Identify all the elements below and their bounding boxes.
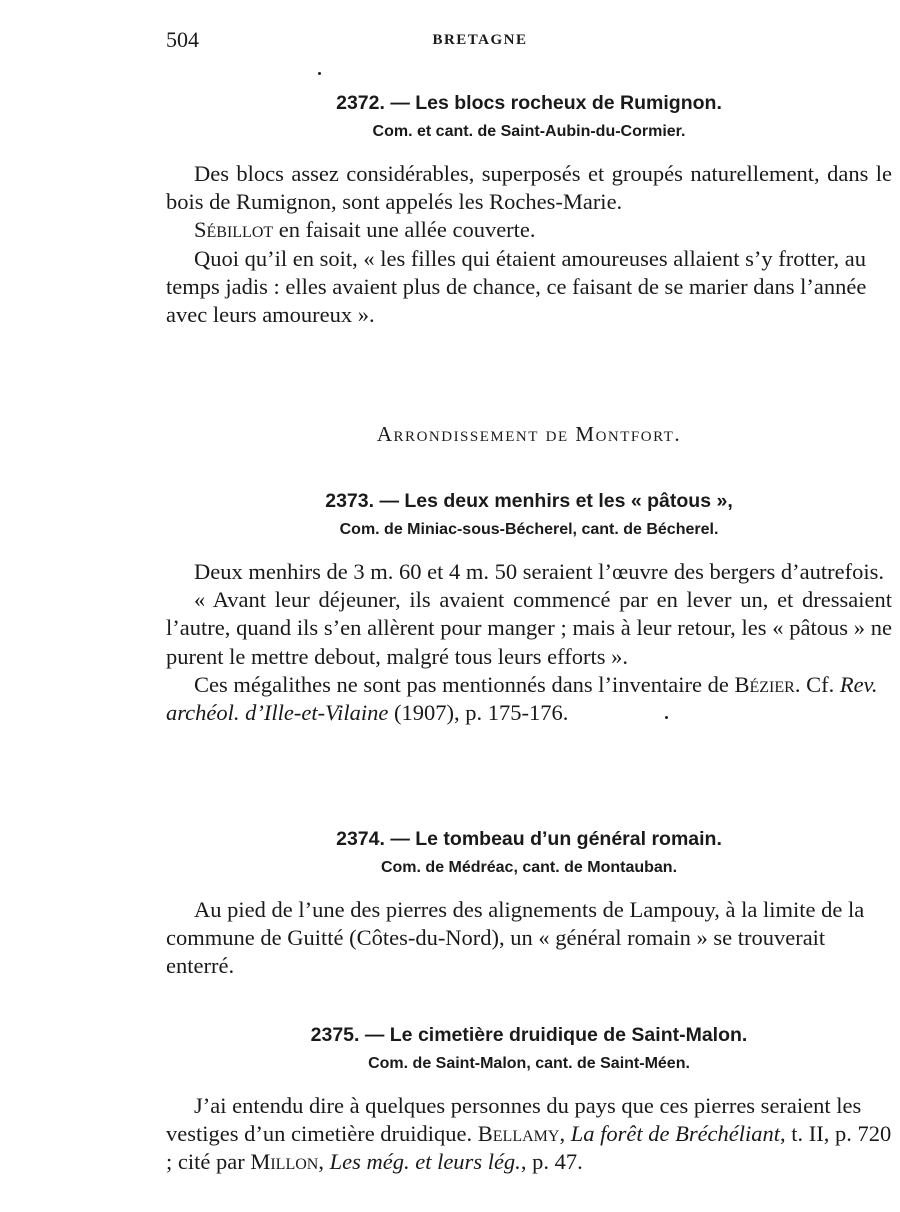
print-speck (318, 72, 321, 75)
entry-2373 (166, 486, 892, 727)
page-number: 504 (166, 27, 199, 52)
entry-location: Com. de Médréac, cant. de Montauban. (380, 859, 678, 876)
text-run: Ces mégalithes ne sont pas mentionnés dans l’inventaire de (194, 671, 735, 697)
text-run: (1907), p. 175-176. (388, 700, 569, 726)
paragraph (166, 671, 892, 727)
text-run: J’ai entendu dire à quelques personnes du pays que ces pierres seraient les vestiges d’un cimetière druidique. (166, 1093, 862, 1147)
paragraph: Au pied de l’une des pierres des alignements de Lampouy, à la limite de la commune de Guitté (Côtes-du-Nord), un « général romain » se trouverait enterré. (166, 897, 865, 979)
text-run: , (318, 1149, 330, 1175)
author-name: Millon (250, 1149, 319, 1175)
entry-title: 2373. — Les deux menhirs et les « pâtous », (325, 490, 733, 512)
entry-title: 2375. — Le cimetière druidique de Saint-Malon. (310, 1024, 748, 1046)
text-run: , t. II, p. 720 ; cité par (166, 1121, 892, 1175)
author-name: Sébillot (194, 217, 274, 243)
text-run: , (559, 1121, 571, 1147)
paragraph: « Avant leur déjeuner, ils avaient commencé par en lever un, et dressaient l’autre, quand ils s’en allèrent pour manger ; mais à leur retour, les « pâtous » ne purent le mettre debout, malgré tous leurs efforts ». (166, 587, 892, 669)
entry-2372 (166, 88, 892, 329)
paragraph (166, 216, 892, 244)
entry-title: 2374. — Le tombeau d’un général romain. (336, 828, 722, 850)
entry-location: Com. de Miniac-sous-Bécherel, cant. de Bécherel. (339, 521, 719, 538)
entry-2374 (166, 824, 892, 981)
paragraph: Quoi qu’il en soit, « les filles qui étaient amoureuses allaient s’y frotter, au temps jadis : elles avaient plus de chance, ce faisant de se marier dans l’année avec leurs amoureux ». (166, 245, 867, 328)
paragraph (166, 1092, 892, 1177)
running-title: BRETAGNE (432, 32, 528, 48)
entry-title: 2372. — Les blocs rocheux de Rumignon. (336, 92, 722, 114)
entry-2375 (166, 1020, 892, 1177)
entry-location: Com. de Saint-Malon, cant. de Saint-Méen. (368, 1055, 690, 1072)
journal-title: Rev. archéol. d’Ille-et-Vilaine (166, 671, 878, 726)
author-name: Bézier (734, 671, 795, 697)
book-title: Les még. et leurs lég. (329, 1149, 521, 1175)
author-name: Bellamy (477, 1121, 560, 1147)
text-run: . Cf. (794, 671, 840, 697)
book-title: La forêt de Bréchéliant (570, 1121, 781, 1147)
entry-location: Com. et cant. de Saint-Aubin-du-Cormier. (372, 123, 686, 140)
paragraph: Deux menhirs de 3 m. 60 et 4 m. 50 seraient l’œuvre des bergers d’autrefois. (194, 559, 885, 584)
section-heading: Arrondissement de Montfort. (376, 422, 682, 446)
paragraph: Des blocs assez considérables, superposés et groupés naturellement, dans le bois de Rumignon, sont appelés les Roches-Marie. (166, 161, 892, 215)
text-run: en faisait une allée couverte. (273, 217, 536, 243)
text-run: , p. 47. (520, 1149, 583, 1175)
